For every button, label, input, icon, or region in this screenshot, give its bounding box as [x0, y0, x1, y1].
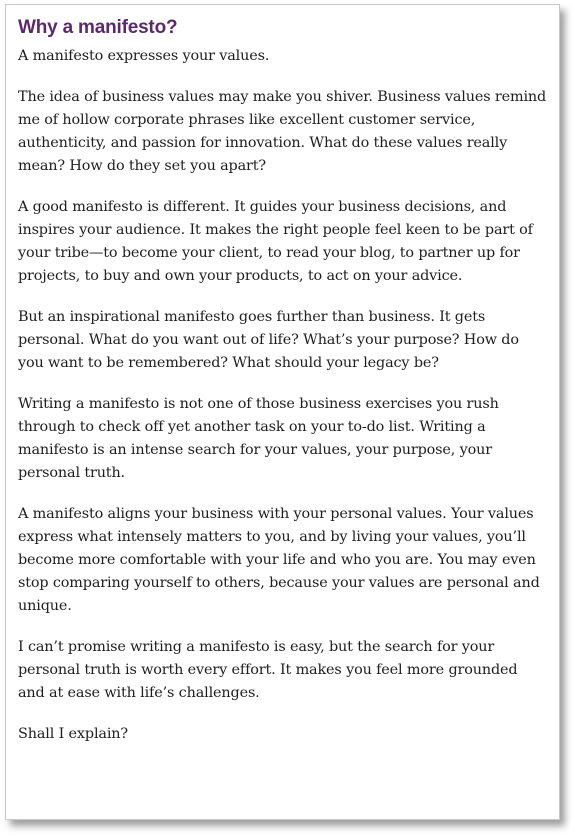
article-paragraph: The idea of business values may make you shiver. Business values remind me of hollow corporate phrases like excellent customer service, authenticity, and passion for innovation. What do these values really mean? How do they set you apart? [18, 89, 547, 174]
article-card [5, 4, 560, 820]
article-closing-question: Shall I explain? [18, 726, 128, 742]
article-paragraph: A manifesto expresses your values. [18, 48, 270, 64]
article-paragraph: A manifesto aligns your business with your personal values. Your values express what intensely matters to you, and by living your values, you’ll become more comfortable with your life and who you are. You may even stop comparing yourself to others, because your values are personal and unique. [18, 506, 540, 614]
article-heading: Why a manifesto? [18, 17, 178, 38]
article-paragraph: But an inspirational manifesto goes further than business. It gets personal. What do you want out of life? What’s your purpose? How do you want to be remembered? What should your legacy be? [18, 309, 519, 371]
article-paragraph: A good manifesto is different. It guides your business decisions, and inspires your audience. It makes the right people feel keen to be part of your tribe—to become your client, to read your blog, to partner up for projects, to buy and own your products, to act on your advice. [18, 199, 533, 284]
article-paragraph: Writing a manifesto is not one of those business exercises you rush through to check off yet another task on your to-do list. Writing a manifesto is an intense search for your values, your purpose, your personal truth. [18, 396, 499, 481]
article-paragraph: I can’t promise writing a manifesto is easy, but the search for your personal truth is worth every effort. It makes you feel more grounded and at ease with life’s challenges. [18, 639, 518, 701]
